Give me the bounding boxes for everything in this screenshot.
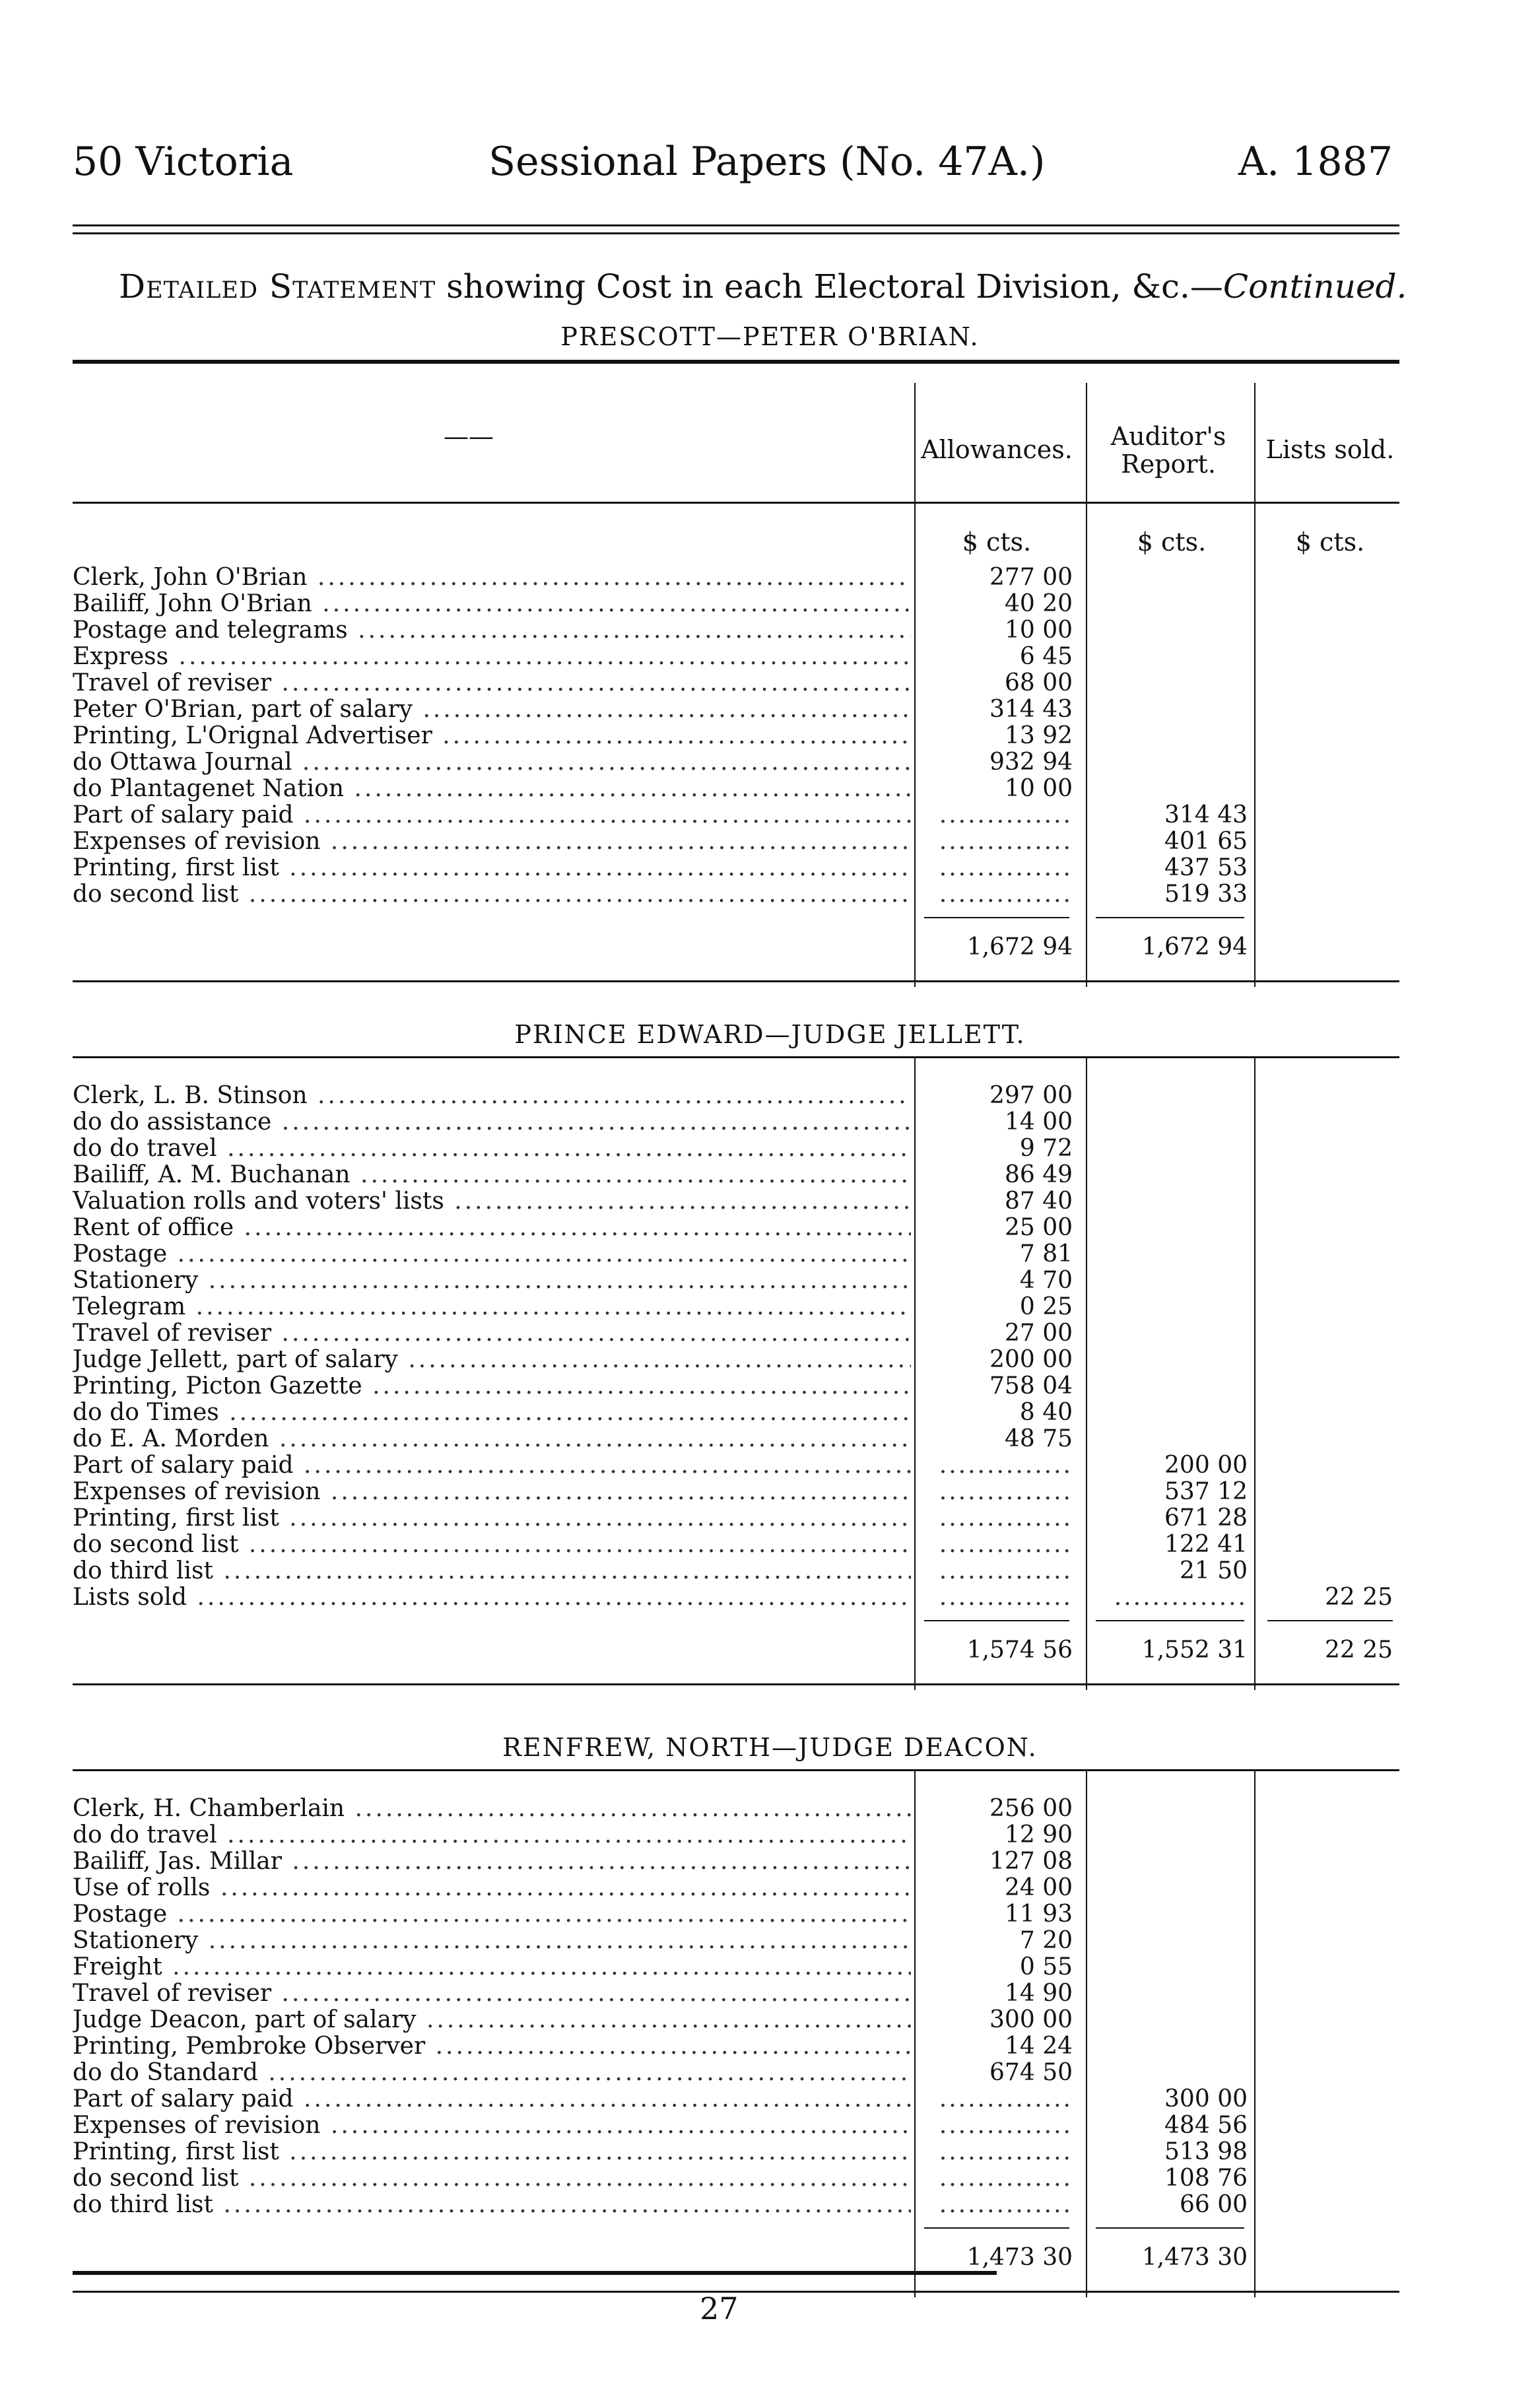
column-head-rule <box>73 502 1399 504</box>
row-label: Stationery ..... <box>73 1267 911 1294</box>
table-row <box>73 1558 1399 1584</box>
header-year: A. 1887 <box>1238 139 1393 185</box>
row-label: Postage ..... <box>73 1901 911 1928</box>
table-row <box>73 1875 1399 1901</box>
col-head-allowances: Allowances. <box>921 435 1073 464</box>
allowances-cell: 7 20 <box>1019 1927 1073 1954</box>
row-label: Bailiff, John O'Brian ..... <box>73 591 911 617</box>
table-row <box>73 1822 1399 1848</box>
row-label: Clerk, John O'Brian ..... <box>73 564 911 591</box>
section-bottom-rule <box>73 980 1399 982</box>
row-label: Lists sold ..... <box>73 1584 911 1611</box>
header-rule-1 <box>73 224 1399 226</box>
section-rule <box>73 1769 1399 1771</box>
row-label: Part of salary paid ..... <box>73 802 911 828</box>
row-label: do second list ..... <box>73 1532 911 1558</box>
allowances-cell: .............. <box>939 1584 1073 1611</box>
allowances-cell: 12 90 <box>1004 1821 1073 1848</box>
section-title-prescott: PRESCOTT—PETER O'BRIAN. <box>560 322 980 351</box>
table-row <box>73 1901 1399 1928</box>
allowances-cell: 277 00 <box>989 564 1073 591</box>
table-row <box>73 1796 1399 1822</box>
allowances-cell: 11 93 <box>1004 1901 1073 1928</box>
row-label: Judge Jellett, part of salary ..... <box>73 1347 911 1373</box>
table-row <box>73 1400 1399 1426</box>
row-label: Expenses of revision ..... <box>73 828 911 855</box>
allowances-cell: 6 45 <box>1019 643 1073 670</box>
row-label: Use of rolls ..... <box>73 1875 911 1901</box>
row-label: Travel of reviser ..... <box>73 1980 911 2007</box>
table-row <box>73 2192 1399 2218</box>
table-row <box>73 1954 1399 1980</box>
allowances-cell: 86 49 <box>1004 1161 1073 1188</box>
table-row <box>73 2060 1399 2086</box>
section-bottom-rule <box>73 1683 1399 1685</box>
allowances-cell: 10 00 <box>1004 617 1073 644</box>
table-row <box>73 1188 1399 1215</box>
row-label: Printing, Pembroke Observer ..... <box>73 2033 911 2060</box>
statement-text: showing Cost in each Electoral Division, &c.— <box>436 267 1223 306</box>
allowances-cell: 68 00 <box>1004 669 1073 696</box>
row-label: Printing, L'Orignal Advertiser ..... <box>73 723 911 749</box>
row-label: Judge Deacon, part of salary ..... <box>73 2007 911 2033</box>
row-label: Postage ..... <box>73 1241 911 1267</box>
table-row <box>73 670 1399 696</box>
allowances-cell: 200 00 <box>989 1346 1073 1373</box>
row-label: do Plantagenet Nation ..... <box>73 776 911 802</box>
col-head-auditor: Auditor's Report. <box>1110 422 1226 479</box>
table-row <box>73 591 1399 617</box>
row-label: do do travel ..... <box>73 1135 911 1162</box>
total-row <box>73 2245 1399 2271</box>
allowances-cell: .............. <box>939 2191 1073 2218</box>
header-rule-2 <box>73 232 1399 234</box>
allowances-cell: 87 40 <box>1004 1188 1073 1215</box>
table-row <box>73 855 1399 881</box>
auditor-cell: 401 65 <box>1164 828 1248 855</box>
allowances-cell: 300 00 <box>989 2006 1073 2033</box>
allowances-cell: 25 00 <box>1004 1214 1073 1241</box>
allowances-cell: .............. <box>939 828 1073 855</box>
auditor-cell: 513 98 <box>1164 2138 1248 2165</box>
table-row <box>73 1505 1399 1532</box>
allowances-cell: 13 92 <box>1004 722 1073 749</box>
table-row <box>73 617 1399 644</box>
row-label: Stationery ..... <box>73 1928 911 1954</box>
table-row <box>73 2112 1399 2139</box>
allowances-cell: 14 90 <box>1004 1980 1073 2007</box>
row-label: Bailiff, A. M. Buchanan ..... <box>73 1162 911 1188</box>
allowances-cell: .............. <box>939 1531 1073 1558</box>
auditor-cell: 122 41 <box>1164 1531 1248 1558</box>
table-row <box>73 1083 1399 1109</box>
page-number: 27 <box>700 2291 739 2326</box>
table-row <box>73 1479 1399 1505</box>
table-row <box>73 2086 1399 2112</box>
row-label: Printing, first list ..... <box>73 855 911 881</box>
table-row <box>73 2139 1399 2165</box>
allowances-total: 1,672 94 <box>966 933 1073 961</box>
row-label: do second list ..... <box>73 881 911 908</box>
table-row <box>73 802 1399 828</box>
header-title: Sessional Papers (No. 47A.) <box>488 139 1046 185</box>
row-label: do do assistance ..... <box>73 1109 911 1135</box>
allowances-cell: .............. <box>939 2085 1073 2112</box>
row-label: Valuation rolls and voters' lists ..... <box>73 1188 911 1215</box>
row-label: Peter O'Brian, part of salary ..... <box>73 696 911 723</box>
allowances-cell: 24 00 <box>1004 1874 1073 1901</box>
row-label: do do Standard ..... <box>73 2060 911 2086</box>
auditor-cell: 66 00 <box>1179 2191 1248 2218</box>
auditor-cell: 314 43 <box>1164 801 1248 828</box>
table-row <box>73 644 1399 670</box>
section-title: RENFREW, NORTH—JUDGE DEACON. <box>502 1733 1038 1762</box>
table-row <box>73 1584 1399 1611</box>
allowances-cell: .............. <box>939 2138 1073 2165</box>
auditor-total: 1,473 30 <box>1141 2244 1248 2271</box>
allowances-cell: 256 00 <box>989 1795 1073 1822</box>
table-row <box>73 1980 1399 2007</box>
table-row <box>73 1215 1399 1241</box>
col-head-dash: —— <box>444 422 494 451</box>
auditor-cell: .............. <box>1114 1584 1248 1611</box>
lists-total: 22 25 <box>1324 1637 1393 1664</box>
allowances-cell: 40 20 <box>1004 590 1073 617</box>
allowances-cell: 10 00 <box>1004 775 1073 802</box>
row-label: Telegram ..... <box>73 1294 911 1320</box>
allowances-cell: 48 75 <box>1004 1425 1073 1452</box>
units-lists: $ cts. <box>1295 527 1365 557</box>
allowances-cell: .............. <box>939 1478 1073 1505</box>
table-row <box>73 2165 1399 2192</box>
row-label: do do Times ..... <box>73 1400 911 1426</box>
allowances-cell: 0 55 <box>1019 1953 1073 1980</box>
row-label: do E. A. Morden ..... <box>73 1426 911 1452</box>
units-auditor: $ cts. <box>1137 527 1207 557</box>
statement-continued: Continued. <box>1222 267 1407 306</box>
allowances-total: 1,574 56 <box>966 1637 1073 1664</box>
subtotal-rule <box>1267 1620 1393 1621</box>
table-row <box>73 1928 1399 1954</box>
allowances-cell: 14 00 <box>1004 1108 1073 1135</box>
table-row <box>73 1294 1399 1320</box>
subtotal-rule <box>924 2227 1069 2229</box>
subtotal-rule <box>924 1620 1069 1621</box>
row-label: do Ottawa Journal ..... <box>73 749 911 776</box>
row-label: Printing, first list ..... <box>73 1505 911 1532</box>
table-row <box>73 749 1399 776</box>
subtotal-rule <box>1096 1620 1244 1621</box>
lists-cell: 22 25 <box>1324 1584 1393 1611</box>
allowances-total: 1,473 30 <box>966 2244 1073 2271</box>
row-label: do second list ..... <box>73 2165 911 2192</box>
allowances-cell: 758 04 <box>989 1372 1073 1400</box>
table-row <box>73 564 1399 591</box>
table-row <box>73 1426 1399 1452</box>
auditor-cell: 437 53 <box>1164 854 1248 881</box>
row-label: Rent of office ..... <box>73 1215 911 1241</box>
table-row <box>73 1267 1399 1294</box>
row-label: Printing, first list ..... <box>73 2139 911 2165</box>
table-row <box>73 1373 1399 1400</box>
allowances-cell: .............. <box>939 2112 1073 2139</box>
allowances-cell: .............. <box>939 854 1073 881</box>
table-row <box>73 696 1399 723</box>
table-row <box>73 2007 1399 2033</box>
auditor-cell: 671 28 <box>1164 1504 1248 1532</box>
table-row <box>73 1320 1399 1347</box>
allowances-cell: 127 08 <box>989 1848 1073 1875</box>
allowances-cell: 27 00 <box>1004 1320 1073 1347</box>
row-label: Postage and telegrams ..... <box>73 617 911 644</box>
table-row <box>73 1162 1399 1188</box>
allowances-cell: .............. <box>939 1452 1073 1479</box>
row-label: Printing, Picton Gazette ..... <box>73 1373 911 1400</box>
allowances-cell: .............. <box>939 801 1073 828</box>
row-label: Part of salary paid ..... <box>73 2086 911 2112</box>
row-label: Travel of reviser ..... <box>73 670 911 696</box>
table-row <box>73 881 1399 908</box>
table-row <box>73 1848 1399 1875</box>
table-row <box>73 776 1399 802</box>
allowances-cell: 9 72 <box>1019 1135 1073 1162</box>
table-row <box>73 723 1399 749</box>
section-title: PRINCE EDWARD—JUDGE JELLETT. <box>514 1020 1026 1049</box>
allowances-cell: 674 50 <box>989 2059 1073 2086</box>
table-row <box>73 1109 1399 1135</box>
total-row <box>73 934 1399 961</box>
row-label: Part of salary paid ..... <box>73 1452 911 1479</box>
allowances-cell: 8 40 <box>1019 1399 1073 1426</box>
row-label: Freight ..... <box>73 1954 911 1980</box>
allowances-cell: 4 70 <box>1019 1267 1073 1294</box>
allowances-cell: 932 94 <box>989 749 1073 776</box>
allowances-cell: .............. <box>939 881 1073 908</box>
page-header <box>73 139 1393 191</box>
row-label: Clerk, H. Chamberlain ..... <box>73 1796 911 1822</box>
allowances-cell: 14 24 <box>1004 2033 1073 2060</box>
bottom-rule <box>73 2271 997 2275</box>
row-label: Travel of reviser ..... <box>73 1320 911 1347</box>
auditor-total: 1,552 31 <box>1141 1637 1248 1664</box>
col-head-lists: Lists sold. <box>1265 435 1395 464</box>
auditor-total: 1,672 94 <box>1141 933 1248 961</box>
allowances-cell: 7 81 <box>1019 1240 1073 1267</box>
table-row <box>73 2033 1399 2060</box>
subtotal-rule <box>1096 2227 1244 2229</box>
auditor-cell: 200 00 <box>1164 1452 1248 1479</box>
table-top-rule <box>73 360 1399 364</box>
section-rule <box>73 1056 1399 1058</box>
auditor-cell: 108 76 <box>1164 2165 1248 2192</box>
row-label: Expenses of revision ..... <box>73 2112 911 2139</box>
auditor-cell: 21 50 <box>1179 1557 1248 1584</box>
row-label: Express ..... <box>73 644 911 670</box>
allowances-cell: 314 43 <box>989 696 1073 723</box>
row-label: Bailiff, Jas. Millar ..... <box>73 1848 911 1875</box>
row-label: do third list ..... <box>73 2192 911 2218</box>
table-row <box>73 1532 1399 1558</box>
auditor-cell: 537 12 <box>1164 1478 1248 1505</box>
allowances-cell: 297 00 <box>989 1082 1073 1109</box>
statement-caps: Detailed Statement <box>119 267 436 306</box>
auditor-cell: 484 56 <box>1164 2112 1248 2139</box>
header-session: 50 Victoria <box>73 139 294 185</box>
allowances-cell: .............. <box>939 1504 1073 1532</box>
row-label: Clerk, L. B. Stinson ..... <box>73 1083 911 1109</box>
total-row <box>73 1637 1399 1664</box>
auditor-cell: 519 33 <box>1164 881 1248 908</box>
row-label: Expenses of revision ..... <box>73 1479 911 1505</box>
row-label: do do travel ..... <box>73 1822 911 1848</box>
units-allowances: $ cts. <box>962 527 1032 557</box>
table-row <box>73 1241 1399 1267</box>
statement-title <box>119 267 1407 306</box>
allowances-cell: 0 25 <box>1019 1293 1073 1320</box>
subtotal-rule <box>1096 917 1244 918</box>
subtotal-rule <box>924 917 1069 918</box>
auditor-cell: 300 00 <box>1164 2085 1248 2112</box>
allowances-cell: .............. <box>939 1557 1073 1584</box>
allowances-cell: .............. <box>939 2165 1073 2192</box>
table-row <box>73 1135 1399 1162</box>
table-row <box>73 1452 1399 1479</box>
table-row <box>73 1347 1399 1373</box>
table-row <box>73 828 1399 855</box>
row-label: do third list ..... <box>73 1558 911 1584</box>
